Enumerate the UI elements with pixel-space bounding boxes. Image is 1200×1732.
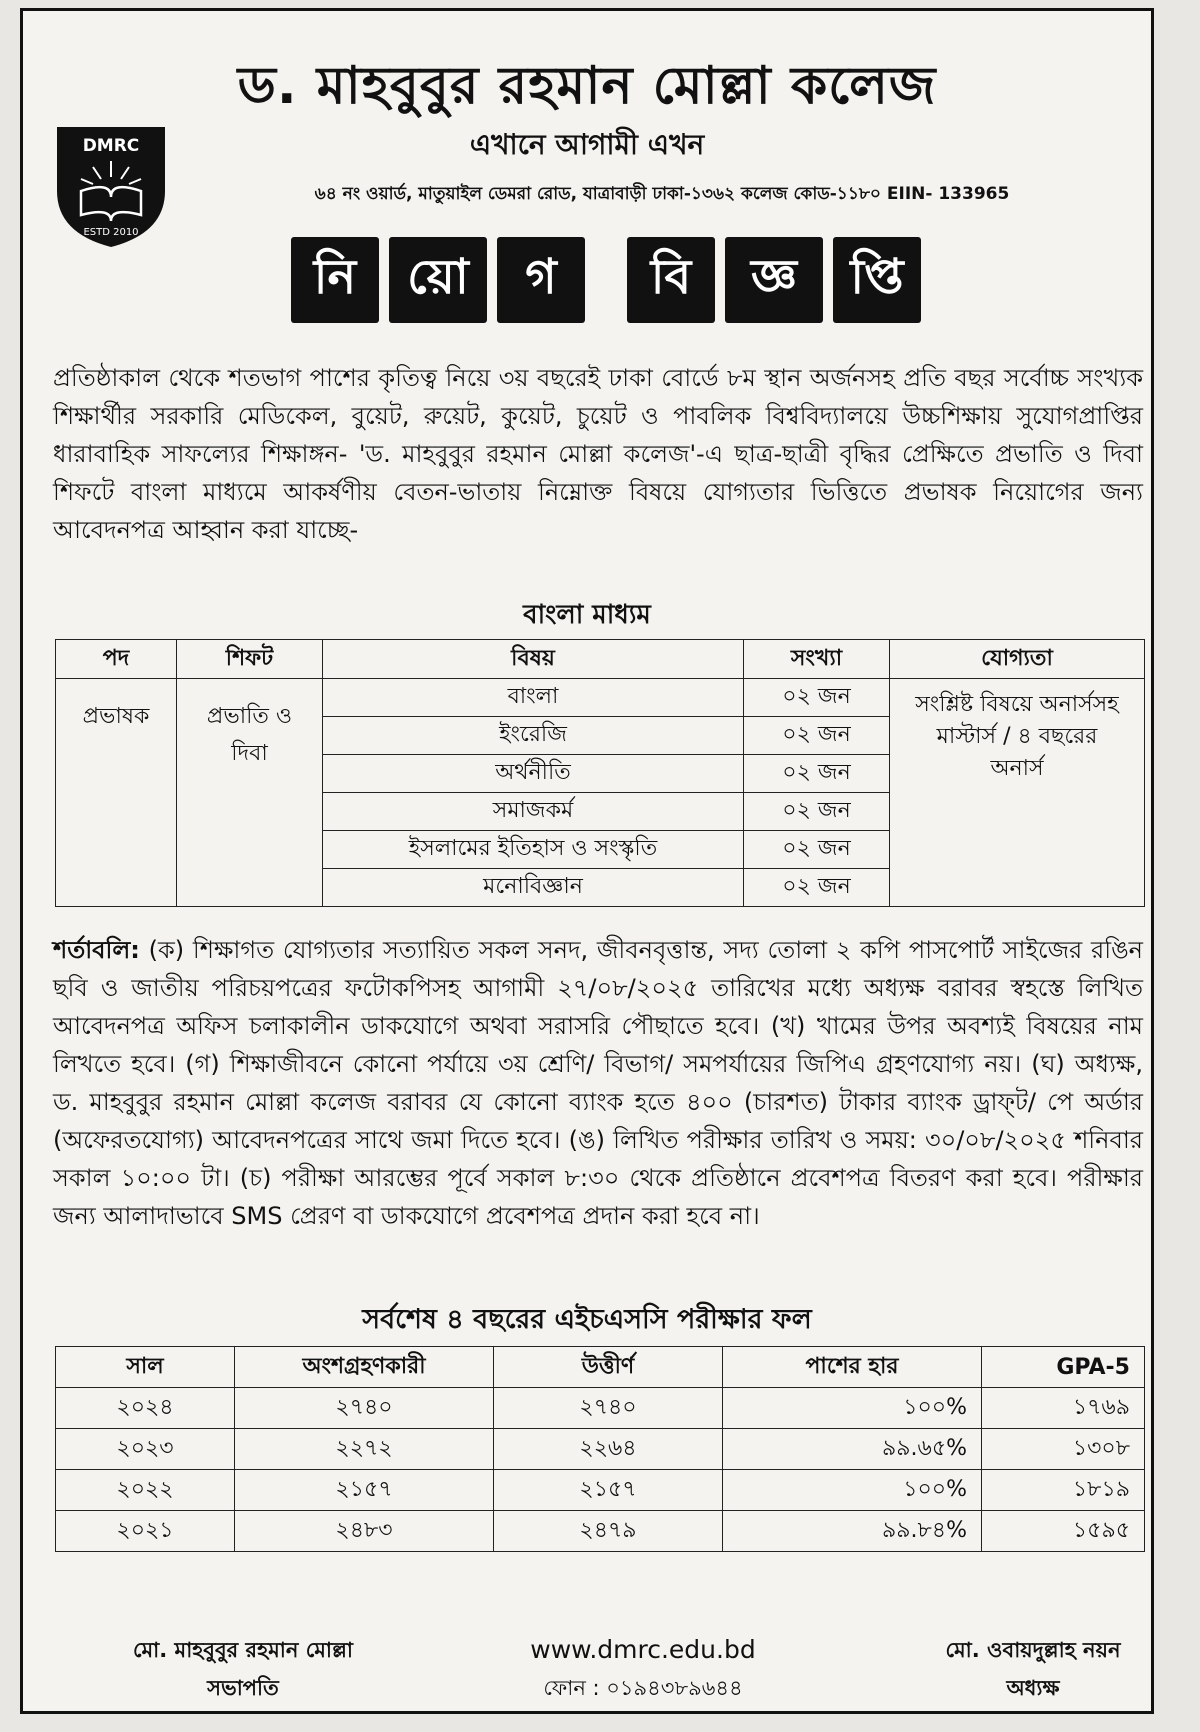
qualification-cell: সংশ্লিষ্ট বিষয়ে অনার্সসহ মাস্টার্স / ৪ বছরের অনার্স (890, 679, 1145, 907)
column-header: GPA-5 (982, 1347, 1145, 1388)
phone-text: ফোন : ০১৯৪৩৮৯৬৪৪ (543, 1676, 743, 1700)
banner-letter: গ (497, 237, 585, 323)
column-header: উত্তীর্ণ (494, 1347, 723, 1388)
subject-cell: বাংলা (323, 679, 744, 717)
column-header: যোগ্যতা (890, 640, 1145, 679)
participants-cell: ২৪৮৩ (235, 1511, 494, 1552)
tagline: এখানে আগামী এখন (469, 128, 705, 161)
pass-rate-cell: ১০০% (723, 1388, 982, 1429)
chairman-signature-block (78, 1631, 408, 1707)
gpa5-cell: ১৫৯৫ (982, 1511, 1145, 1552)
banner-letter: নি (291, 237, 379, 323)
website-text: www.dmrc.edu.bd (530, 1635, 756, 1664)
banner-letter: জ্ঞ (725, 237, 823, 323)
logo-estd: ESTD 2010 (83, 227, 139, 238)
terms-text: (ক) শিক্ষাগত যোগ্যতার সত্যায়িত সকল সনদ, জীবনবৃত্তান্ত, সদ্য তোলা ২ কপি পাসপোর্ট সাইজের রঙিন ছবি ও জাতীয় পরিচয়পত্রের ফটোকপিসহ আগামী ২৭/০৮/২০২৫ তারিখের মধ্যে অধ্যক্ষ বরাবর স্বহস্তে লিখিত আবেদনপত্র অফিস চলাকালীন ডাকযোগে অথবা সরাসরি পৌছাতে হবে। (খ) খামের উপর অবশ্যই বিষয়ের নাম লিখতে হবে। (গ) শিক্ষাজীবনে কোনো পর্যায়ে ৩য় শ্রেণি/ বিভাগ/ সমপর্যায়ের জিপিএ গ্রহণযোগ্য নয়। (ঘ) অধ্যক্ষ, ড. মাহবুবুর রহমান মোল্লা কলেজ বরাবর যে কোনো ব্যাংক হতে ৪০০ (চারশত) টাকার ব্যাংক ড্রাফ্‌ট/ পে অর্ডার (অফেরতযোগ্য) আবেদনপত্রের সাথে জমা দিতে হবে। (ঙ) লিখিত পরীক্ষার তারিখ ও সময়: ৩০/০৮/২০২৫ শনিবার সকাল ১০:০০ টা। (চ) পরীক্ষা আরম্ভের পূর্বে সকাল ৮:৩০ থেকে প্রতিষ্ঠানে প্রবেশপত্র বিতরণ করা হবে। পরীক্ষার জন্য আলাদাভাবে SMS প্রেরণ বা ডাকযোগে প্রবেশপত্র প্রদান করা হবে না। (53, 936, 1143, 1230)
year-cell: ২০২১ (56, 1511, 235, 1552)
passed-cell: ২১৫৭ (494, 1470, 723, 1511)
contact-block (493, 1631, 793, 1707)
recruitment-banner (291, 237, 931, 323)
table-row (56, 1511, 1145, 1552)
college-title: ড. মাহবুবুর রহমান মোল্লা কলেজ (237, 56, 937, 116)
results-table (55, 1346, 1145, 1552)
pass-rate-cell: ১০০% (723, 1470, 982, 1511)
chairman-title: সভাপতি (207, 1676, 279, 1700)
table-row (56, 1388, 1145, 1429)
terms-label: শর্তাবলি: (53, 936, 140, 964)
principal-title: অধ্যক্ষ (1006, 1676, 1060, 1700)
posts-table (55, 639, 1145, 907)
column-header: সাল (56, 1347, 235, 1388)
gpa5-cell: ১৭৬৯ (982, 1388, 1145, 1429)
table-row (56, 1470, 1145, 1511)
year-cell: ২০২২ (56, 1470, 235, 1511)
post-cell: প্রভাষক (56, 679, 177, 907)
principal-name: মো. ওবায়দুল্লাহ নয়ন (945, 1638, 1121, 1662)
job-advertisement (20, 8, 1154, 1714)
pass-rate-cell: ৯৯.৬৫% (723, 1429, 982, 1470)
subject-cell: সমাজকর্ম (323, 793, 744, 831)
passed-cell: ২৪৭৯ (494, 1511, 723, 1552)
subject-cell: ইংরেজি (323, 717, 744, 755)
college-address: ৬৪ নং ওয়ার্ড, মাতুয়াইল ডেমরা রোড, যাত্রাবাড়ী ঢাকা-১৩৬২ কলেজ কোড-১১৮০ EIIN- 133965 (314, 184, 1010, 204)
results-heading: সর্বশেষ ৪ বছরের এইচএসসি পরীক্ষার ফল (362, 1304, 812, 1335)
year-cell: ২০২৪ (56, 1388, 235, 1429)
passed-cell: ২৭৪০ (494, 1388, 723, 1429)
column-header: পাশের হার (723, 1347, 982, 1388)
logo-text: DMRC (82, 136, 140, 156)
count-cell: ০২ জন (744, 831, 890, 869)
table-row (56, 679, 1145, 717)
column-header: পদ (56, 640, 177, 679)
count-cell: ০২ জন (744, 869, 890, 907)
participants-cell: ২২৭২ (235, 1429, 494, 1470)
column-header: বিষয় (323, 640, 744, 679)
count-cell: ০২ জন (744, 793, 890, 831)
year-cell: ২০২৩ (56, 1429, 235, 1470)
banner-letter: য়ো (389, 237, 487, 323)
passed-cell: ২২৬৪ (494, 1429, 723, 1470)
banner-letter: প্তি (833, 237, 921, 323)
subject-cell: অর্থনীতি (323, 755, 744, 793)
participants-cell: ২৭৪০ (235, 1388, 494, 1429)
subject-cell: মনোবিজ্ঞান (323, 869, 744, 907)
table-row (56, 1429, 1145, 1470)
terms-paragraph (53, 931, 1143, 1235)
column-header: অংশগ্রহণকারী (235, 1347, 494, 1388)
count-cell: ০২ জন (744, 717, 890, 755)
participants-cell: ২১৫৭ (235, 1470, 494, 1511)
gpa5-cell: ১৩০৮ (982, 1429, 1145, 1470)
intro-paragraph: প্রতিষ্ঠাকাল থেকে শতভাগ পাশের কৃতিত্ব নিয়ে ৩য় বছরেই ঢাকা বোর্ডে ৮ম স্থান অর্জনসহ প্রতি বছর সর্বোচ্চ সংখ্যক শিক্ষার্থীর সরকারি মেডিকেল, বুয়েট, রুয়েট, কুয়েট, চুয়েট ও পাবলিক বিশ্ববিদ্যালয়ে উচ্চশিক্ষায় সুযোগপ্রাপ্তির ধারাবাহিক সাফল্যের শিক্ষাঙ্গন- 'ড. মাহবুবুর রহমান মোল্লা কলেজ'-এ ছাত্র-ছাত্রী বৃদ্ধির প্রেক্ষিতে প্রভাতি ও দিবা শিফটে বাংলা মাধ্যমে আকর্ষণীয় বেতন-ভাতায় নিম্নোক্ত বিষয়ে যোগ্যতার ভিত্তিতে প্রভাষক নিয়োগের জন্য আবেদনপত্র আহ্বান করা যাচ্ছে- (53, 364, 1143, 544)
subject-cell: ইসলামের ইতিহাস ও সংস্কৃতি (323, 831, 744, 869)
shift-cell: প্রভাতি ও দিবা (177, 679, 323, 907)
gpa5-cell: ১৮১৯ (982, 1470, 1145, 1511)
count-cell: ০২ জন (744, 679, 890, 717)
pass-rate-cell: ৯৯.৮৪% (723, 1511, 982, 1552)
count-cell: ০২ জন (744, 755, 890, 793)
medium-heading: বাংলা মাধ্যম (523, 600, 651, 630)
chairman-name: মো. মাহবুবুর রহমান মোল্লা (132, 1638, 354, 1662)
banner-letter: বি (627, 237, 715, 323)
column-header: সংখ্যা (744, 640, 890, 679)
column-header: শিফট (177, 640, 323, 679)
principal-signature-block (903, 1631, 1163, 1707)
